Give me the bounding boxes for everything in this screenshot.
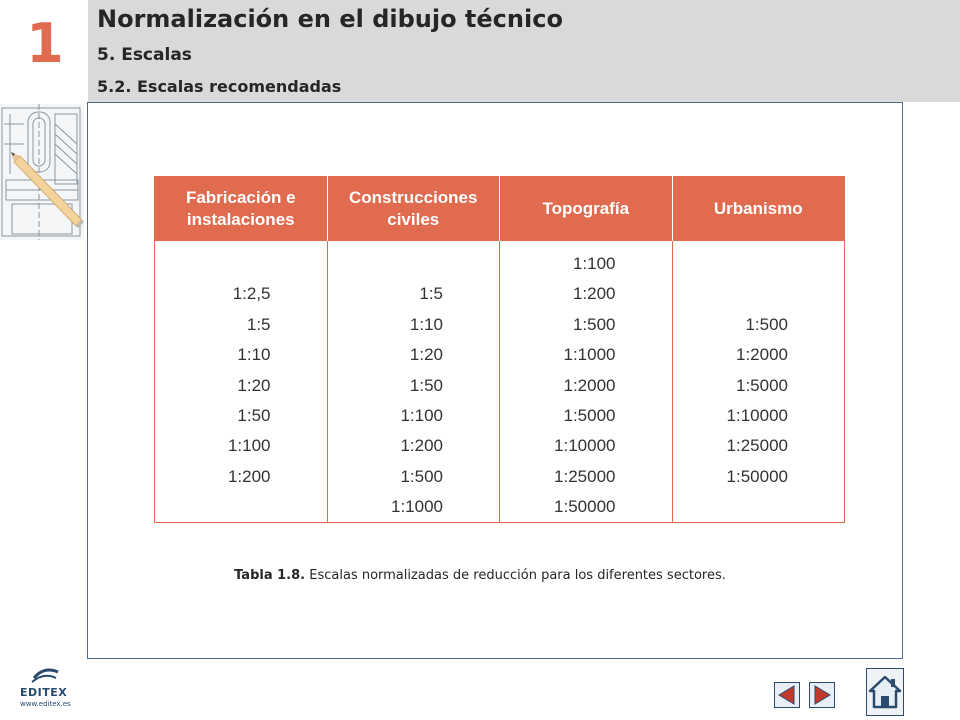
triangle-right-icon	[810, 683, 834, 707]
cell-value: 1:10	[409, 314, 443, 334]
cell-value	[727, 279, 788, 309]
cell-value: 1:500	[745, 314, 788, 334]
column-urbanismo	[672, 241, 845, 523]
section-title: 5. Escalas	[97, 45, 192, 65]
technical-drawing-image	[0, 104, 84, 240]
cell-value: 1:100	[227, 436, 271, 456]
cell-value: 1:25000	[726, 436, 788, 456]
cell-value: 1:10	[237, 345, 271, 365]
header-urbanismo: Urbanismo	[672, 177, 845, 242]
next-button[interactable]	[809, 682, 835, 708]
column-topografia	[500, 241, 673, 523]
table-caption	[0, 568, 960, 583]
cell-value	[727, 249, 788, 279]
cell-value	[228, 492, 271, 522]
triangle-left-icon	[775, 683, 799, 707]
cell-value: 1:5	[246, 314, 271, 334]
cell-value	[228, 249, 271, 279]
cell-value: 1:2,5	[232, 284, 271, 304]
table-row	[155, 241, 845, 523]
cell-value: 1:25000	[554, 466, 616, 486]
technical-drawing-icon	[0, 104, 84, 240]
cell-value: 1:5	[419, 284, 443, 304]
cell-value: 1:1000	[563, 345, 616, 365]
cell-value: 1:2000	[736, 345, 788, 365]
caption-text: Escalas normalizadas de reducción para los diferentes sectores.	[305, 568, 726, 583]
cell-value: 1:1000	[391, 497, 443, 517]
cell-value: 1:50	[409, 375, 443, 395]
scales-table	[154, 176, 845, 523]
cell-value: 1:5000	[736, 375, 788, 395]
cell-value: 1:50000	[554, 497, 616, 517]
cell-value: 1:10000	[726, 405, 788, 425]
cell-value: 1:2000	[563, 375, 616, 395]
cell-value	[727, 492, 788, 522]
cell-value: 1:5000	[563, 405, 616, 425]
header-construcciones: Construcciones civiles	[327, 177, 500, 242]
cell-value: 1:50000	[726, 466, 788, 486]
cell-value: 1:200	[572, 284, 616, 304]
cell-value: 1:100	[400, 405, 443, 425]
cell-value: 1:200	[227, 466, 271, 486]
cell-value	[391, 249, 443, 279]
cell-value: 1:200	[400, 436, 443, 456]
header-fabricacion: Fabricación e instalaciones	[155, 177, 328, 242]
cell-value: 1:20	[237, 375, 271, 395]
logo-text: EDITEX	[20, 686, 68, 699]
table-header-row	[155, 177, 845, 242]
cell-value: 1:100	[572, 254, 616, 273]
cell-value: 1:500	[400, 466, 443, 486]
header-topografia: Topografía	[500, 177, 673, 242]
cell-value: 1:500	[572, 314, 616, 334]
cell-value: 1:20	[409, 345, 443, 365]
cell-value: 1:10000	[554, 436, 616, 456]
chapter-number: 1	[26, 12, 64, 75]
column-fabricacion	[155, 241, 328, 523]
page-title: Normalización en el dibujo técnico	[97, 5, 563, 33]
subsection-title: 5.2. Escalas recomendadas	[97, 77, 342, 96]
column-construcciones	[327, 241, 500, 523]
home-button[interactable]	[866, 668, 904, 716]
caption-label: Tabla 1.8.	[234, 568, 306, 583]
prev-button[interactable]	[774, 682, 800, 708]
cell-value: 1:50	[237, 405, 271, 425]
home-icon	[867, 669, 903, 715]
logo-url: www.editex.es	[20, 700, 71, 708]
